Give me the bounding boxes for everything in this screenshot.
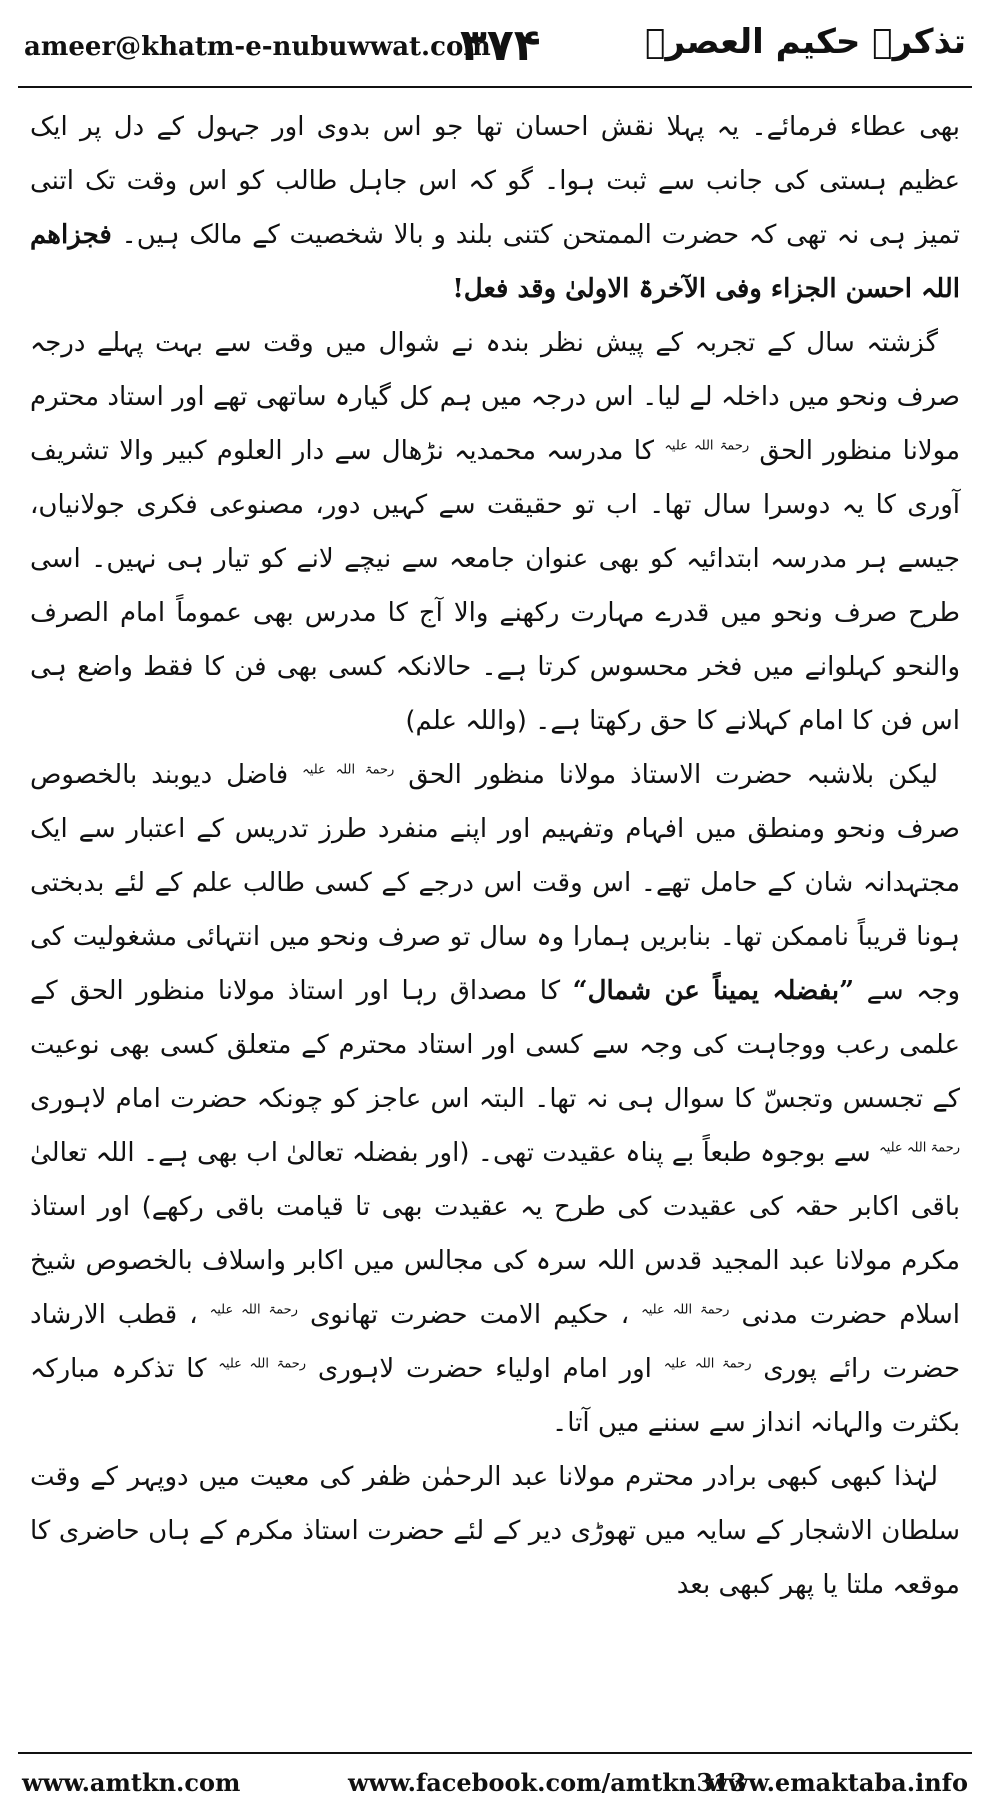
- paragraph-2-text-b: کا مدرسہ محمدیہ نڑھال سے دار العلوم کبیر والا تشریف آوری کا یہ دوسرا سال تھا۔ اب تو حقیقت سے کہیں دور، مصنوعی فکری جولانیاں، جیسے ہر مدرسہ ابتدائیہ کو بھی عنوان جامعہ سے نیچے لانے کو تیار ہی نہیں۔ اسی طرح صرف ونحو میں قدرے مہارت رکھنے والا آج کا مدرس بھی عموماً امام الصرف والنحو کہلوانے میں فخر محسوس کرتا ہے۔ حالانکہ کسی بھی فن کا فقط واضع ہی اس فن کا امام کہلانے کا حق رکھتا ہے۔ (واللہ علم): [30, 436, 960, 736]
- paragraph-4-text: لہٰذا کبھی کبھی برادر محترم مولانا عبد الرحمٰن ظفر کی معیت میں دوپہر کے وقت سلطان الاشجار کے سایہ میں تھوڑی دیر کے لئے حضرت استاذ مکرم کے ہاں حاضری کا موقعہ ملتا یا پھر کبھی بعد: [30, 1462, 960, 1600]
- honorific-mark: رحمۃ اللہ علیہ: [302, 762, 395, 778]
- header-email: ameer@khatm-e-nubuwwat.com: [24, 32, 491, 62]
- footer-link-amtkn[interactable]: www.amtkn.com: [22, 1768, 241, 1797]
- honorific-mark: رحمۃ اللہ علیہ: [663, 1356, 752, 1372]
- honorific-mark: رحمۃ اللہ علیہ: [879, 1140, 961, 1156]
- paragraph-3-text-c: کا مصداق رہا اور استاذ مولانا منظور الحق کے علمی رعب ووجاہت کی وجہ سے کسی اور استاد محترم کے متعلق کسی بھی نوعیت کے تجسس وتجسّ کا سوال ہی نہ تھا۔ البتہ اس عاجز کو چونکہ حضرت امام لاہوری: [30, 976, 960, 1114]
- arabic-supplication: فجزاھم اللہ احسن الجزاء وفی الآخرۃ الاولیٰ وقد فعل!: [30, 220, 960, 304]
- paragraph-3-text-e: ، حکیم الامت حضرت تھانوی: [309, 1300, 630, 1330]
- page-number: ۳۷۴: [460, 20, 541, 71]
- footer-divider: [18, 1752, 972, 1754]
- book-title: تذکرہ حکیم العصرؒ: [645, 22, 966, 62]
- paragraph-3-text-h: کا تذکرہ مبارکہ بکثرت والہانہ انداز سے سننے میں آتا۔: [30, 1354, 960, 1438]
- paragraph-1: [30, 100, 960, 316]
- paragraph-1-text: بھی عطاء فرمائے۔ یہ پہلا نقش احسان تھا جو اس بدوی اور جہول کے دل پر ایک عظیم ہستی کی جانب سے ثبت ہوا۔ گو کہ اس جاہل طالب کو اس وقت تک اتنی تمیز ہی نہ تھی کہ حضرت الممتحن کتنی بلند و بالا شخصیت کے مالک ہیں۔: [30, 112, 961, 250]
- page-footer: [18, 1762, 972, 1802]
- paragraph-4: [30, 1450, 960, 1612]
- paragraph-3-text-d: سے بوجوہ طبعاً بے پناہ عقیدت تھی۔ (اور بفضلہ تعالیٰ اب بھی ہے۔ اللہ تعالیٰ باقی اکابر حقہ کی عقیدت کی طرح یہ عقیدت بھی تا قیامت باقی رکھے) اور استاذ مکرم مولانا عبد المجید قدس اللہ سرہ کی مجالس میں اکابر واسلاف بالخصوص شیخ اسلام حضرت مدنی: [30, 1138, 961, 1330]
- paragraph-3: [30, 748, 960, 1450]
- paragraph-3-text: لیکن بلاشبہ حضرت الاستاذ مولانا منظور الحق: [408, 760, 939, 790]
- header-divider: [18, 86, 972, 88]
- paragraph-3-text-g: اور امام اولیاء حضرت لاہوری: [317, 1354, 652, 1384]
- footer-link-emaktaba[interactable]: www.emaktaba.info: [707, 1768, 968, 1797]
- footer-link-facebook[interactable]: www.facebook.com/amtkn313: [348, 1768, 747, 1797]
- paragraph-2-text: گزشتہ سال کے تجربہ کے پیش نظر بندہ نے شوال میں وقت سے بہت پہلے درجہ صرف ونحو میں داخلہ لے لیا۔ اس درجہ میں ہم کل گیارہ ساتھی تھے اور استاد محترم مولانا منظور الحق: [30, 328, 961, 466]
- paragraph-3-text-f: ، قطب الارشاد حضرت رائے پوری: [30, 1300, 961, 1384]
- honorific-mark: رحمۃ اللہ علیہ: [641, 1302, 730, 1318]
- honorific-mark: رحمۃ اللہ علیہ: [218, 1356, 307, 1372]
- arabic-quote: ”بفضلہ یمیناً عن شمال“: [572, 976, 855, 1006]
- paragraph-2: [30, 316, 960, 748]
- honorific-mark: رحمۃ اللہ علیہ: [209, 1302, 298, 1318]
- paragraph-3-text-b: فاضل دیوبند بالخصوص صرف ونحو ومنطق میں افہام وتفہیم اور اپنے منفرد طرز تدریس کے اعتبار سے ایک مجتہدانہ شان کے حامل تھے۔ اس وقت اس درجے کے کسی طالب علم کے لئے بدبختی ہونا قریباً ناممکن تھا۔ بنابریں ہمارا وہ سال تو صرف ونحو میں انتہائی مشغولیت کی وجہ سے: [30, 760, 961, 1006]
- honorific-mark: رحمۃ اللہ علیہ: [664, 438, 750, 454]
- body-text: [30, 100, 960, 1612]
- page-header: [20, 14, 970, 84]
